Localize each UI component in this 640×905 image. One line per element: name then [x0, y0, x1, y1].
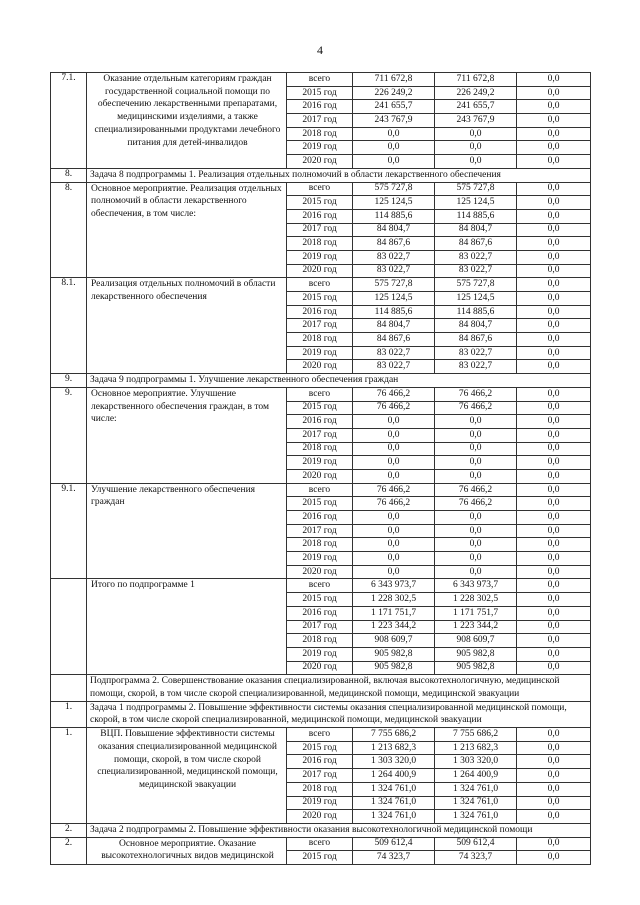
other-sources-cell: 0,0	[517, 796, 591, 810]
other-sources-cell: 0,0	[517, 442, 591, 456]
total-funding-cell: 0,0	[353, 524, 435, 538]
total-funding-cell: 114 885,6	[353, 209, 435, 223]
regional-budget-cell: 1 264 400,9	[435, 769, 517, 783]
total-funding-cell: 0,0	[353, 141, 435, 155]
activity-description: Основное мероприятие. Улучшение лекарственного обеспечения граждан, в том числе:	[87, 387, 287, 483]
period-cell: всего	[287, 483, 353, 497]
regional-budget-cell: 1 303 320,0	[435, 755, 517, 769]
period-cell: 2017 год	[287, 620, 353, 634]
total-funding-cell: 711 672,8	[353, 73, 435, 87]
total-funding-cell: 0,0	[353, 428, 435, 442]
total-funding-cell: 1 324 761,0	[353, 796, 435, 810]
regional-budget-cell: 0,0	[435, 538, 517, 552]
total-funding-cell: 1 324 761,0	[353, 782, 435, 796]
regional-budget-cell: 0,0	[435, 511, 517, 525]
total-funding-cell: 76 466,2	[353, 387, 435, 401]
total-funding-cell: 84 867,6	[353, 333, 435, 347]
data-row	[51, 278, 591, 292]
regional-budget-cell: 6 343 973,7	[435, 579, 517, 593]
other-sources-cell: 0,0	[517, 415, 591, 429]
budget-table	[50, 72, 591, 865]
regional-budget-cell: 0,0	[435, 428, 517, 442]
total-funding-cell: 905 982,8	[353, 647, 435, 661]
other-sources-cell: 0,0	[517, 196, 591, 210]
total-funding-cell: 84 867,6	[353, 237, 435, 251]
other-sources-cell: 0,0	[517, 456, 591, 470]
period-cell: всего	[287, 728, 353, 742]
regional-budget-cell: 76 466,2	[435, 483, 517, 497]
other-sources-cell: 0,0	[517, 579, 591, 593]
total-funding-cell: 125 124,5	[353, 196, 435, 210]
regional-budget-cell: 226 249,2	[435, 86, 517, 100]
activity-description: Оказание отдельным категориям граждан государственной социальной помощи по обеспечению лекарственными препаратами, медицинскими изделиями, а также специализированными продуктами лечебного питания для детей-инвалидов	[87, 73, 287, 169]
total-funding-cell: 76 466,2	[353, 483, 435, 497]
task-text: Подпрограмма 2. Совершенствование оказания специализированной, включая высокотехнологичную, медицинской помощи, скорой, в том числе скорой специализированной, медицинской помощи, медицинской эвакуации	[87, 675, 591, 701]
data-row	[51, 73, 591, 87]
data-row	[51, 182, 591, 196]
task-row	[51, 374, 591, 388]
other-sources-cell: 0,0	[517, 237, 591, 251]
task-text: Задача 8 подпрограммы 1. Реализация отдельных полномочий в области лекарственного обеспечения	[87, 168, 591, 182]
data-row	[51, 837, 591, 851]
total-funding-cell: 0,0	[353, 456, 435, 470]
period-cell: 2019 год	[287, 796, 353, 810]
data-row	[51, 387, 591, 401]
task-row	[51, 823, 591, 837]
period-cell: 2015 год	[287, 196, 353, 210]
total-funding-cell: 1 228 302,5	[353, 593, 435, 607]
other-sources-cell: 0,0	[517, 428, 591, 442]
total-funding-cell: 243 767,9	[353, 114, 435, 128]
total-funding-cell: 0,0	[353, 127, 435, 141]
total-funding-cell: 1 213 682,3	[353, 741, 435, 755]
period-cell: 2017 год	[287, 428, 353, 442]
other-sources-cell: 0,0	[517, 360, 591, 374]
other-sources-cell: 0,0	[517, 114, 591, 128]
row-number	[51, 675, 87, 701]
row-number: 7.1.	[51, 73, 87, 169]
total-funding-cell: 0,0	[353, 155, 435, 169]
row-number	[51, 579, 87, 675]
period-cell: 2018 год	[287, 442, 353, 456]
other-sources-cell: 0,0	[517, 346, 591, 360]
period-cell: всего	[287, 579, 353, 593]
regional-budget-cell: 241 655,7	[435, 100, 517, 114]
activity-description: Улучшение лекарственного обеспечения граждан	[87, 483, 287, 579]
total-funding-cell: 908 609,7	[353, 634, 435, 648]
other-sources-cell: 0,0	[517, 127, 591, 141]
period-cell: всего	[287, 182, 353, 196]
other-sources-cell: 0,0	[517, 782, 591, 796]
total-funding-cell: 83 022,7	[353, 346, 435, 360]
period-cell: 2015 год	[287, 86, 353, 100]
total-funding-cell: 83 022,7	[353, 264, 435, 278]
regional-budget-cell: 1 213 682,3	[435, 741, 517, 755]
other-sources-cell: 0,0	[517, 250, 591, 264]
total-funding-cell: 0,0	[353, 552, 435, 566]
period-cell: 2020 год	[287, 661, 353, 675]
other-sources-cell: 0,0	[517, 511, 591, 525]
other-sources-cell: 0,0	[517, 606, 591, 620]
total-funding-cell: 0,0	[353, 511, 435, 525]
other-sources-cell: 0,0	[517, 497, 591, 511]
period-cell: всего	[287, 73, 353, 87]
period-cell: 2019 год	[287, 141, 353, 155]
total-funding-cell: 509 612,4	[353, 837, 435, 851]
regional-budget-cell: 905 982,8	[435, 647, 517, 661]
period-cell: 2017 год	[287, 769, 353, 783]
regional-budget-cell: 7 755 686,2	[435, 728, 517, 742]
activity-description: Реализация отдельных полномочий в области лекарственного обеспечения	[87, 278, 287, 374]
period-cell: всего	[287, 278, 353, 292]
total-funding-cell: 575 727,8	[353, 182, 435, 196]
regional-budget-cell: 125 124,5	[435, 196, 517, 210]
regional-budget-cell: 0,0	[435, 141, 517, 155]
regional-budget-cell: 84 804,7	[435, 223, 517, 237]
period-cell: 2016 год	[287, 606, 353, 620]
period-cell: 2020 год	[287, 360, 353, 374]
activity-description: Итого по подпрограмме 1	[87, 579, 287, 675]
period-cell: 2016 год	[287, 305, 353, 319]
period-cell: 2020 год	[287, 469, 353, 483]
period-cell: всего	[287, 387, 353, 401]
period-cell: 2015 год	[287, 292, 353, 306]
total-funding-cell: 0,0	[353, 565, 435, 579]
other-sources-cell: 0,0	[517, 264, 591, 278]
task-row	[51, 168, 591, 182]
budget-table-body	[51, 73, 591, 865]
data-row	[51, 728, 591, 742]
regional-budget-cell: 0,0	[435, 155, 517, 169]
task-text: Задача 9 подпрограммы 1. Улучшение лекарственного обеспечения граждан	[87, 374, 591, 388]
regional-budget-cell: 1 228 302,5	[435, 593, 517, 607]
regional-budget-cell: 114 885,6	[435, 305, 517, 319]
row-number: 9.	[51, 387, 87, 483]
regional-budget-cell: 1 223 344,2	[435, 620, 517, 634]
total-funding-cell: 83 022,7	[353, 250, 435, 264]
total-funding-cell: 1 324 761,0	[353, 810, 435, 824]
data-row	[51, 483, 591, 497]
total-funding-cell: 0,0	[353, 442, 435, 456]
other-sources-cell: 0,0	[517, 552, 591, 566]
period-cell: 2015 год	[287, 741, 353, 755]
regional-budget-cell: 84 867,6	[435, 333, 517, 347]
regional-budget-cell: 1 324 761,0	[435, 796, 517, 810]
other-sources-cell: 0,0	[517, 401, 591, 415]
period-cell: 2017 год	[287, 223, 353, 237]
data-row	[51, 579, 591, 593]
period-cell: 2016 год	[287, 511, 353, 525]
total-funding-cell: 1 264 400,9	[353, 769, 435, 783]
period-cell: 2017 год	[287, 524, 353, 538]
total-funding-cell: 226 249,2	[353, 86, 435, 100]
period-cell: 2018 год	[287, 634, 353, 648]
other-sources-cell: 0,0	[517, 387, 591, 401]
other-sources-cell: 0,0	[517, 182, 591, 196]
task-text: Задача 2 подпрограммы 2. Повышение эффективности оказания высокотехнологичной медицинской помощи	[87, 823, 591, 837]
row-number: 8.	[51, 182, 87, 278]
other-sources-cell: 0,0	[517, 141, 591, 155]
period-cell: 2019 год	[287, 456, 353, 470]
row-number: 2.	[51, 823, 87, 837]
regional-budget-cell: 76 466,2	[435, 387, 517, 401]
period-cell: 2018 год	[287, 333, 353, 347]
total-funding-cell: 1 171 751,7	[353, 606, 435, 620]
period-cell: 2019 год	[287, 346, 353, 360]
other-sources-cell: 0,0	[517, 837, 591, 851]
regional-budget-cell: 83 022,7	[435, 346, 517, 360]
period-cell: 2017 год	[287, 319, 353, 333]
row-number: 8.	[51, 168, 87, 182]
regional-budget-cell: 0,0	[435, 469, 517, 483]
other-sources-cell: 0,0	[517, 661, 591, 675]
row-number: 2.	[51, 837, 87, 864]
task-row	[51, 701, 591, 727]
regional-budget-cell: 0,0	[435, 565, 517, 579]
page-number: 4	[317, 43, 323, 57]
other-sources-cell: 0,0	[517, 769, 591, 783]
other-sources-cell: 0,0	[517, 100, 591, 114]
total-funding-cell: 74 323,7	[353, 851, 435, 865]
total-funding-cell: 1 223 344,2	[353, 620, 435, 634]
period-cell: 2020 год	[287, 264, 353, 278]
total-funding-cell: 6 343 973,7	[353, 579, 435, 593]
other-sources-cell: 0,0	[517, 469, 591, 483]
period-cell: 2019 год	[287, 552, 353, 566]
regional-budget-cell: 0,0	[435, 456, 517, 470]
total-funding-cell: 125 124,5	[353, 292, 435, 306]
regional-budget-cell: 125 124,5	[435, 292, 517, 306]
period-cell: 2019 год	[287, 647, 353, 661]
regional-budget-cell: 83 022,7	[435, 264, 517, 278]
regional-budget-cell: 83 022,7	[435, 250, 517, 264]
other-sources-cell: 0,0	[517, 810, 591, 824]
regional-budget-cell: 84 867,6	[435, 237, 517, 251]
period-cell: 2018 год	[287, 127, 353, 141]
other-sources-cell: 0,0	[517, 319, 591, 333]
regional-budget-cell: 84 804,7	[435, 319, 517, 333]
row-number: 1.	[51, 701, 87, 727]
other-sources-cell: 0,0	[517, 292, 591, 306]
row-number: 9.	[51, 374, 87, 388]
period-cell: 2016 год	[287, 100, 353, 114]
total-funding-cell: 0,0	[353, 469, 435, 483]
other-sources-cell: 0,0	[517, 333, 591, 347]
other-sources-cell: 0,0	[517, 741, 591, 755]
regional-budget-cell: 0,0	[435, 524, 517, 538]
regional-budget-cell: 76 466,2	[435, 401, 517, 415]
other-sources-cell: 0,0	[517, 538, 591, 552]
period-cell: 2020 год	[287, 565, 353, 579]
period-cell: 2020 год	[287, 155, 353, 169]
total-funding-cell: 905 982,8	[353, 661, 435, 675]
other-sources-cell: 0,0	[517, 647, 591, 661]
other-sources-cell: 0,0	[517, 73, 591, 87]
regional-budget-cell: 243 767,9	[435, 114, 517, 128]
total-funding-cell: 84 804,7	[353, 223, 435, 237]
activity-description: ВЦП. Повышение эффективности системы оказания специализированной медицинской помощи, скорой, в том числе скорой специализированной, медицинской помощи, медицинской эвакуации	[87, 728, 287, 824]
total-funding-cell: 0,0	[353, 415, 435, 429]
regional-budget-cell: 0,0	[435, 415, 517, 429]
period-cell: 2015 год	[287, 401, 353, 415]
regional-budget-cell: 114 885,6	[435, 209, 517, 223]
total-funding-cell: 1 303 320,0	[353, 755, 435, 769]
regional-budget-cell: 0,0	[435, 127, 517, 141]
other-sources-cell: 0,0	[517, 634, 591, 648]
regional-budget-cell: 1 324 761,0	[435, 782, 517, 796]
period-cell: 2016 год	[287, 209, 353, 223]
regional-budget-cell: 76 466,2	[435, 497, 517, 511]
total-funding-cell: 84 804,7	[353, 319, 435, 333]
total-funding-cell: 0,0	[353, 538, 435, 552]
regional-budget-cell: 575 727,8	[435, 278, 517, 292]
row-number: 9.1.	[51, 483, 87, 579]
regional-budget-cell: 74 323,7	[435, 851, 517, 865]
total-funding-cell: 76 466,2	[353, 497, 435, 511]
task-row	[51, 675, 591, 701]
activity-description: Основное мероприятие. Оказание высокотехнологичных видов медицинской	[87, 837, 287, 864]
other-sources-cell: 0,0	[517, 483, 591, 497]
total-funding-cell: 83 022,7	[353, 360, 435, 374]
other-sources-cell: 0,0	[517, 223, 591, 237]
other-sources-cell: 0,0	[517, 155, 591, 169]
total-funding-cell: 575 727,8	[353, 278, 435, 292]
period-cell: 2018 год	[287, 237, 353, 251]
regional-budget-cell: 575 727,8	[435, 182, 517, 196]
other-sources-cell: 0,0	[517, 728, 591, 742]
regional-budget-cell: 0,0	[435, 552, 517, 566]
period-cell: 2015 год	[287, 497, 353, 511]
regional-budget-cell: 1 171 751,7	[435, 606, 517, 620]
task-text: Задача 1 подпрограммы 2. Повышение эффективности системы оказания специализированной медицинской помощи, скорой, в том числе скорой специализированной, медицинской помощи, медицинской эвакуации	[87, 701, 591, 727]
period-cell: всего	[287, 837, 353, 851]
other-sources-cell: 0,0	[517, 209, 591, 223]
period-cell: 2015 год	[287, 593, 353, 607]
row-number: 8.1.	[51, 278, 87, 374]
regional-budget-cell: 711 672,8	[435, 73, 517, 87]
other-sources-cell: 0,0	[517, 620, 591, 634]
other-sources-cell: 0,0	[517, 278, 591, 292]
total-funding-cell: 241 655,7	[353, 100, 435, 114]
period-cell: 2018 год	[287, 782, 353, 796]
period-cell: 2020 год	[287, 810, 353, 824]
other-sources-cell: 0,0	[517, 86, 591, 100]
period-cell: 2018 год	[287, 538, 353, 552]
period-cell: 2016 год	[287, 755, 353, 769]
other-sources-cell: 0,0	[517, 305, 591, 319]
other-sources-cell: 0,0	[517, 524, 591, 538]
period-cell: 2016 год	[287, 415, 353, 429]
period-cell: 2017 год	[287, 114, 353, 128]
period-cell: 2015 год	[287, 851, 353, 865]
other-sources-cell: 0,0	[517, 755, 591, 769]
regional-budget-cell: 0,0	[435, 442, 517, 456]
other-sources-cell: 0,0	[517, 565, 591, 579]
row-number: 1.	[51, 728, 87, 824]
total-funding-cell: 7 755 686,2	[353, 728, 435, 742]
other-sources-cell: 0,0	[517, 851, 591, 865]
total-funding-cell: 114 885,6	[353, 305, 435, 319]
period-cell: 2019 год	[287, 250, 353, 264]
regional-budget-cell: 509 612,4	[435, 837, 517, 851]
total-funding-cell: 76 466,2	[353, 401, 435, 415]
regional-budget-cell: 1 324 761,0	[435, 810, 517, 824]
other-sources-cell: 0,0	[517, 593, 591, 607]
regional-budget-cell: 83 022,7	[435, 360, 517, 374]
activity-description: Основное мероприятие. Реализация отдельных полномочий в области лекарственного обеспечения, в том числе:	[87, 182, 287, 278]
regional-budget-cell: 908 609,7	[435, 634, 517, 648]
regional-budget-cell: 905 982,8	[435, 661, 517, 675]
